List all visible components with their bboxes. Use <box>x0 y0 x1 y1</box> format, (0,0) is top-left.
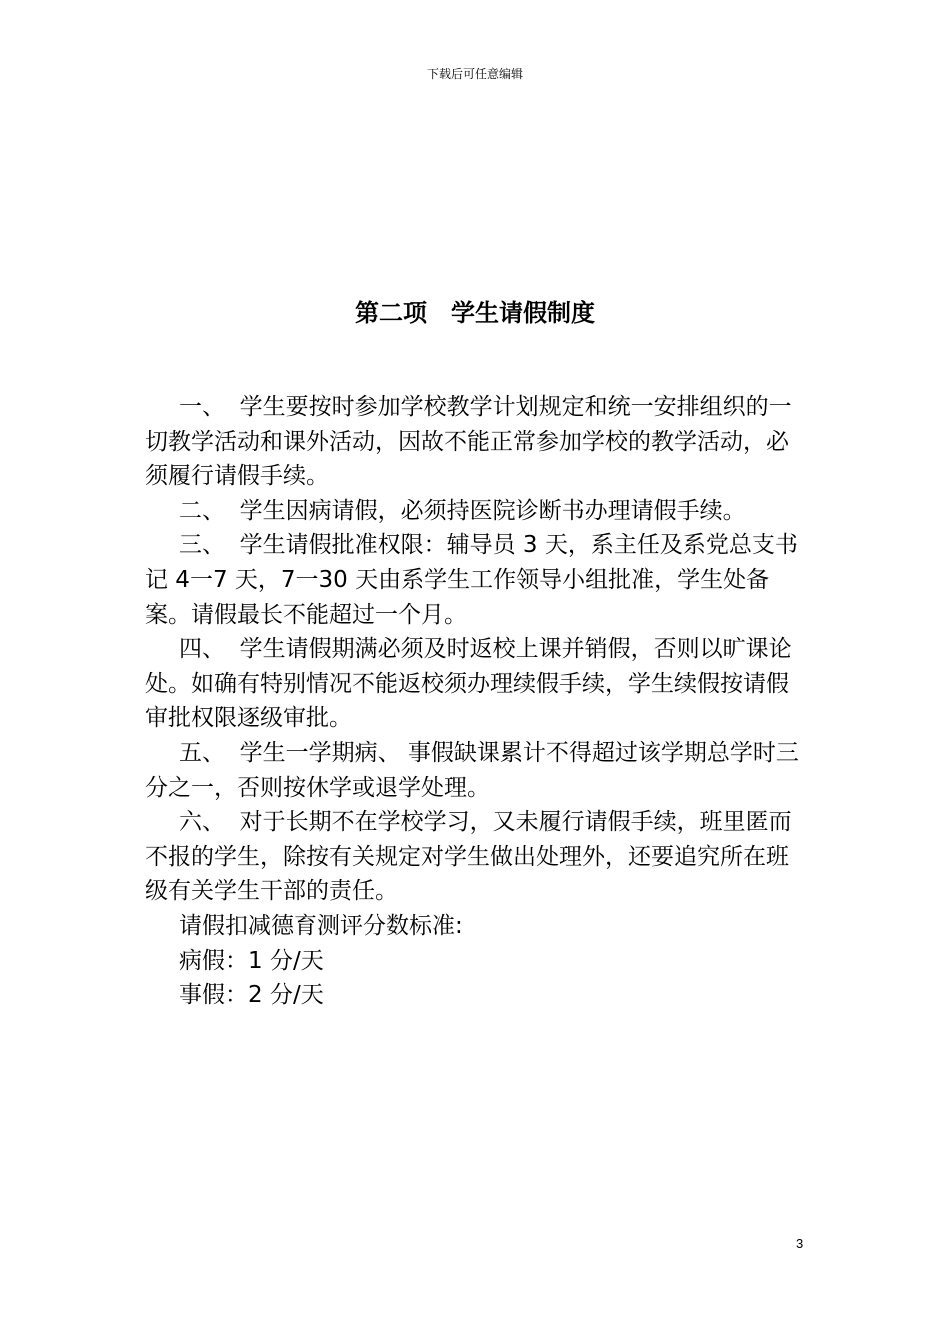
header-note: 下载后可任意编辑 <box>426 67 523 81</box>
sick-leave-deduction: 病假：1 分/天 <box>179 947 324 974</box>
document-body <box>145 390 810 1013</box>
page-number: 3 <box>796 1236 804 1251</box>
document-title: 第二项 学生请假制度 <box>355 299 595 327</box>
paragraph-three: 三、 学生请假批准权限：辅导员 3 天，系主任及系党总支书记 4一7 天，7一30 天由系学生工作领导小组批准，学生处备案。请假最长不能超过一个月。 <box>145 532 798 628</box>
paragraph-four: 四、 学生请假期满必须及时返校上课并销假，否则以旷课论处。如确有特别情况不能返校须办理续假手续，学生续假按请假审批权限逐级审批。 <box>145 636 792 732</box>
paragraph-one: 一、 学生要按时参加学校教学计划规定和统一安排组织的一切教学活动和课外活动，因故不能正常参加学校的教学活动，必须履行请假手续。 <box>145 394 792 490</box>
paragraph-five: 五、 学生一学期病、 事假缺课累计不得超过该学期总学时三分之一，否则按休学或退学处理。 <box>145 739 799 801</box>
deduction-standard-heading: 请假扣减德育测评分数标准: <box>179 912 463 939</box>
personal-leave-deduction: 事假：2 分/天 <box>179 982 324 1009</box>
paragraph-six: 六、 对于长期不在学校学习，又未履行请假手续，班里匿而不报的学生，除按有关规定对学生做出处理外，还要追究所在班级有关学生干部的责任。 <box>145 809 792 905</box>
paragraph-two: 二、 学生因病请假，必须持医院诊断书办理请假手续。 <box>179 497 746 524</box>
